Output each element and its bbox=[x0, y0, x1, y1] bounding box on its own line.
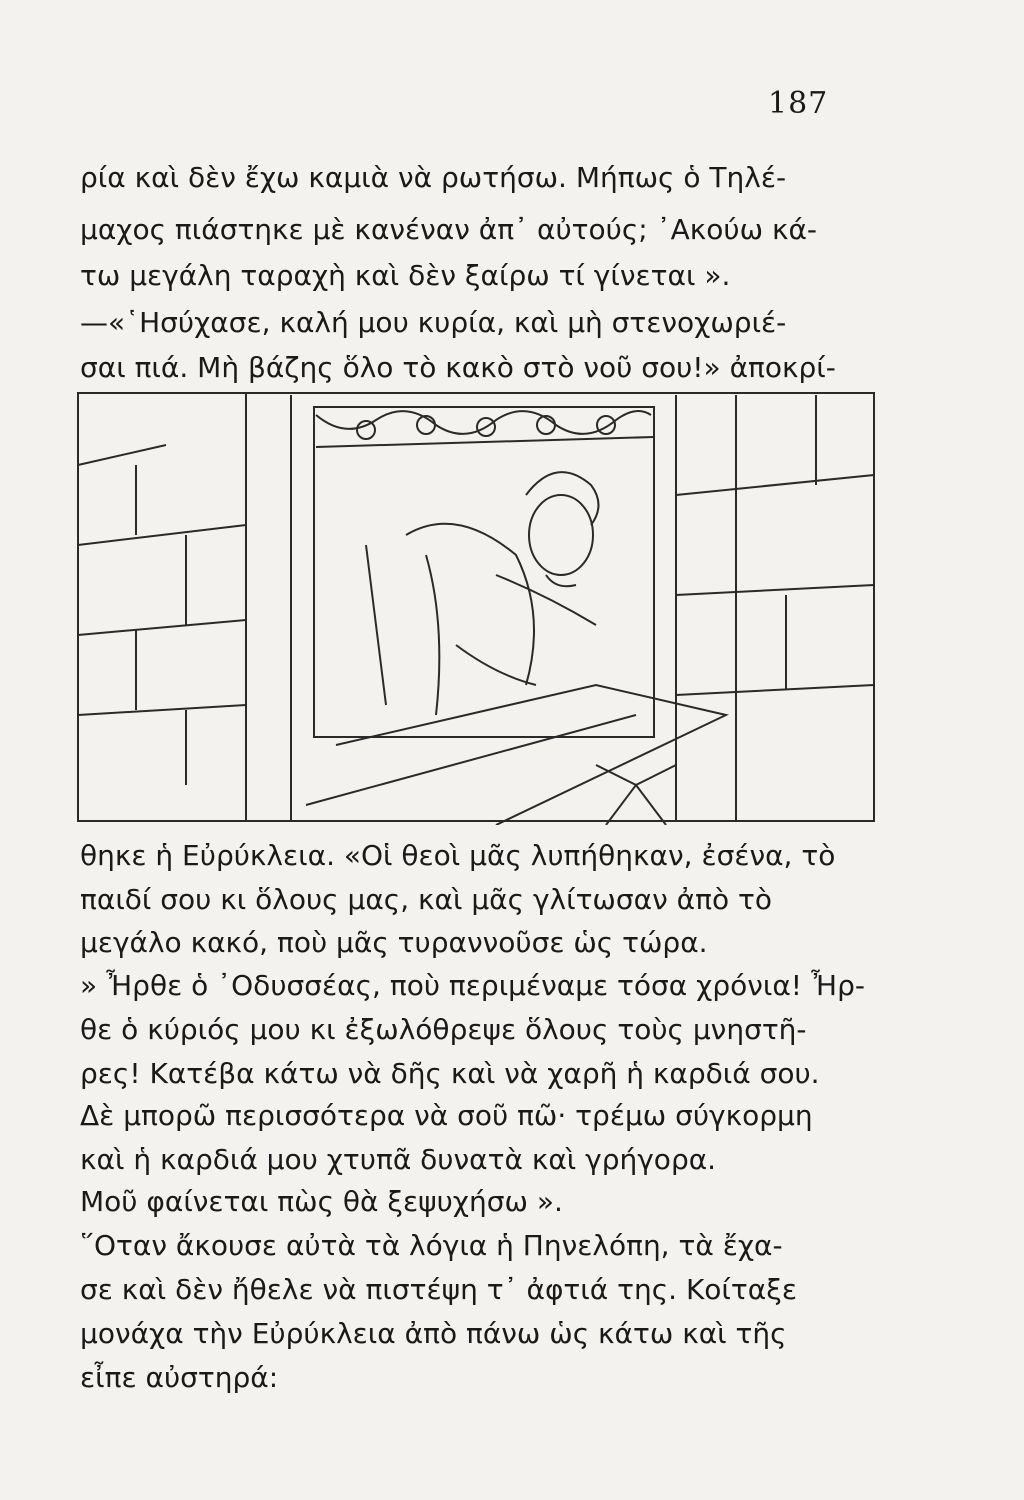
text-line: μονάχα τὴν Εὐρύκλεια ἀπὸ πάνω ὡς κάτω καὶ τῆς bbox=[80, 1317, 787, 1350]
text-line: τω μεγάλη ταραχὴ καὶ δὲν ξαίρω τί γίνεται ». bbox=[80, 259, 731, 292]
text-line: Μοῦ φαίνεται πὼς θὰ ξεψυχήσω ». bbox=[80, 1185, 563, 1218]
text-line: ῞Οταν ἄκουσε αὐτὰ τὰ λόγια ἡ Πηνελόπη, τὰ ἔχα- bbox=[80, 1229, 783, 1262]
text-line: σε καὶ δὲν ἤθελε νὰ πιστέψη τ᾽ ἀφτιά της. Κοίταξε bbox=[80, 1273, 797, 1306]
text-line: ρία καὶ δὲν ἔχω καμιὰ νὰ ρωτήσω. Μήπως ὁ Τηλέ- bbox=[80, 161, 787, 194]
text-line: μαχος πιάστηκε μὲ κανέναν ἀπ᾽ αὐτούς; ᾿Ακούω κά- bbox=[80, 213, 818, 246]
illustration-woman-at-window bbox=[76, 385, 876, 825]
text-line: εἶπε αὐστηρά: bbox=[80, 1361, 279, 1394]
text-line: » Ἦρθε ὁ ᾿Οδυσσέας, ποὺ περιμέναμε τόσα χρόνια! Ἦρ- bbox=[80, 969, 865, 1002]
text-line: θε ὁ κύριός μου κι ἐξωλόθρεψε ὅλους τοὺς μνηστῆ- bbox=[80, 1013, 807, 1046]
text-line: ρες! Κατέβα κάτω νὰ δῆς καὶ νὰ χαρῆ ἡ καρδιά σου. bbox=[80, 1057, 820, 1090]
text-line: παιδί σου κι ὅλους μας, καὶ μᾶς γλίτωσαν ἀπὸ τὸ bbox=[80, 883, 772, 916]
text-line: —«῾Ησύχασε, καλή μου κυρία, καὶ μὴ στενοχωριέ- bbox=[80, 306, 787, 339]
page-number: 187 bbox=[768, 86, 829, 121]
text-line: σαι πιά. Μὴ βάζης ὅλο τὸ κακὸ στὸ νοῦ σου!» ἀποκρί- bbox=[80, 351, 836, 384]
text-line: καὶ ἡ καρδιά μου χτυπᾶ δυνατὰ καὶ γρήγορα. bbox=[80, 1143, 717, 1176]
text-line: θηκε ἡ Εὐρύκλεια. «Οἱ θεοὶ μᾶς λυπήθηκαν, ἐσένα, τὸ bbox=[80, 839, 836, 872]
text-line: Δὲ μπορῶ περισσότερα νὰ σοῦ πῶ· τρέμω σύγκορμη bbox=[80, 1099, 813, 1132]
text-line: μεγάλο κακό, ποὺ μᾶς τυραννοῦσε ὡς τώρα. bbox=[80, 926, 708, 959]
